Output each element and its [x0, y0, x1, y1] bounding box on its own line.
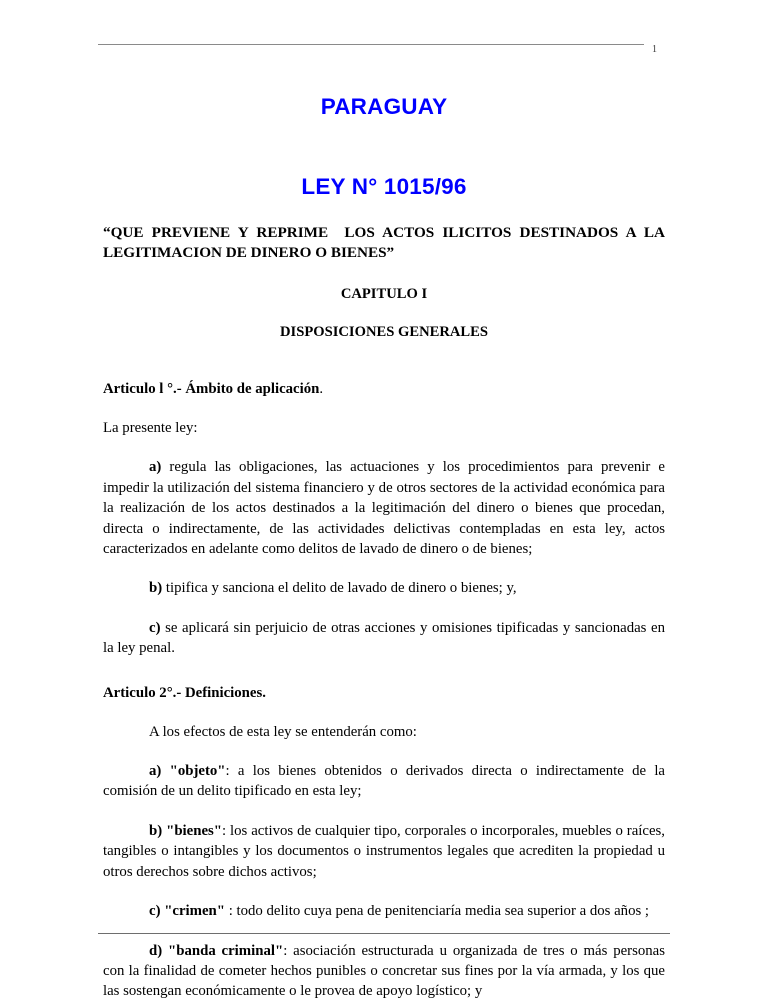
article-1-heading-punctuation: .: [319, 381, 324, 397]
article-2-lead: A los efectos de esta ley se entenderán como:: [149, 723, 417, 740]
definition-term-bienes: "bienes": [162, 822, 222, 839]
definition-marker-a: a): [149, 763, 162, 780]
page-title-country: PARAGUAY: [320, 94, 448, 119]
definition-marker-c: c): [149, 903, 161, 920]
item-marker-b: b): [149, 580, 163, 597]
page-header: [0, 0, 768, 78]
article-1-item-b: [103, 559, 665, 598]
chapter-subheading: DISPOSICIONES GENERALES: [279, 324, 489, 340]
header-divider: [98, 44, 644, 45]
article-2-heading: Articulo 2°.- Definiciones.: [103, 684, 266, 701]
item-text-a: regula las obligaciones, las actuaciones y los procedimientos para prevenir e impedir la utilización del sistema financiero y de otros sectores de la actividad económica para la realización de los actos destinados a la legitimación del dinero o bienes que procedan, directa o indirectamente, de las actividades delictivas contempladas en esta ley, actos caracterizados en adelante como delitos de lavado de dinero o de bienes;: [103, 459, 665, 558]
item-marker-a: a): [149, 459, 162, 476]
definition-term-crimen: "crimen": [160, 903, 225, 920]
article-2-item-b: [103, 802, 665, 882]
article-2-item-a: [103, 742, 665, 802]
definition-text-objeto: : a los bienes obtenidos o derivados directa o indirectamente de la comisión de un delito tipificado en esta ley;: [103, 763, 665, 800]
definition-text-banda-criminal: : asociación estructurada u organizada de tres o más personas con la finalidad de cometer hechos punibles o concretar sus fines por la vía armada, y los que las sostengan económicamente o le provea de apoyo logístico; y: [103, 942, 665, 1000]
article-1-item-c: [103, 599, 665, 659]
item-text-b: tipifica y sanciona el delito de lavado de dinero o bienes; y,: [162, 580, 517, 597]
definition-term-objeto: "objeto": [161, 763, 226, 780]
definition-text-bienes: : los activos de cualquier tipo, corporales o incorporales, muebles o raíces, tangibles o intangibles y los documentos o instrumentos legales que acrediten la propiedad u otros derechos sobre dichos activos;: [103, 822, 665, 880]
article-1-heading-text: Articulo l °.- Ámbito de aplicación: [103, 381, 320, 397]
page-number: 1: [652, 44, 657, 55]
definition-term-banda-criminal: "banda criminal": [162, 942, 284, 959]
item-text-c: se aplicará sin perjuicio de otras acciones y omisiones tipificadas y sancionadas en la ley penal.: [103, 619, 665, 657]
definition-text-crimen: : todo delito cuya pena de penitenciaría media sea superior a dos años ;: [225, 903, 650, 920]
page-title-law: LEY N° 1015/96: [301, 174, 467, 199]
definition-marker-b: b): [149, 822, 163, 839]
article-2-item-c: [103, 882, 665, 921]
law-subtitle: “QUE PREVIENE Y REPRIME LOS ACTOS ILICITOS DESTINADOS A LA LEGITIMACION DE DINERO O BIENES”: [103, 224, 669, 261]
article-1-item-a: [103, 438, 665, 559]
article-1-lead: La presente ley:: [103, 420, 198, 436]
chapter-heading: CAPITULO I: [340, 286, 428, 302]
item-marker-c: c): [149, 619, 161, 636]
footer-divider: [98, 933, 670, 934]
definition-marker-d: d): [149, 942, 163, 959]
document-body: [103, 78, 669, 1002]
article-1-heading: [103, 342, 665, 399]
